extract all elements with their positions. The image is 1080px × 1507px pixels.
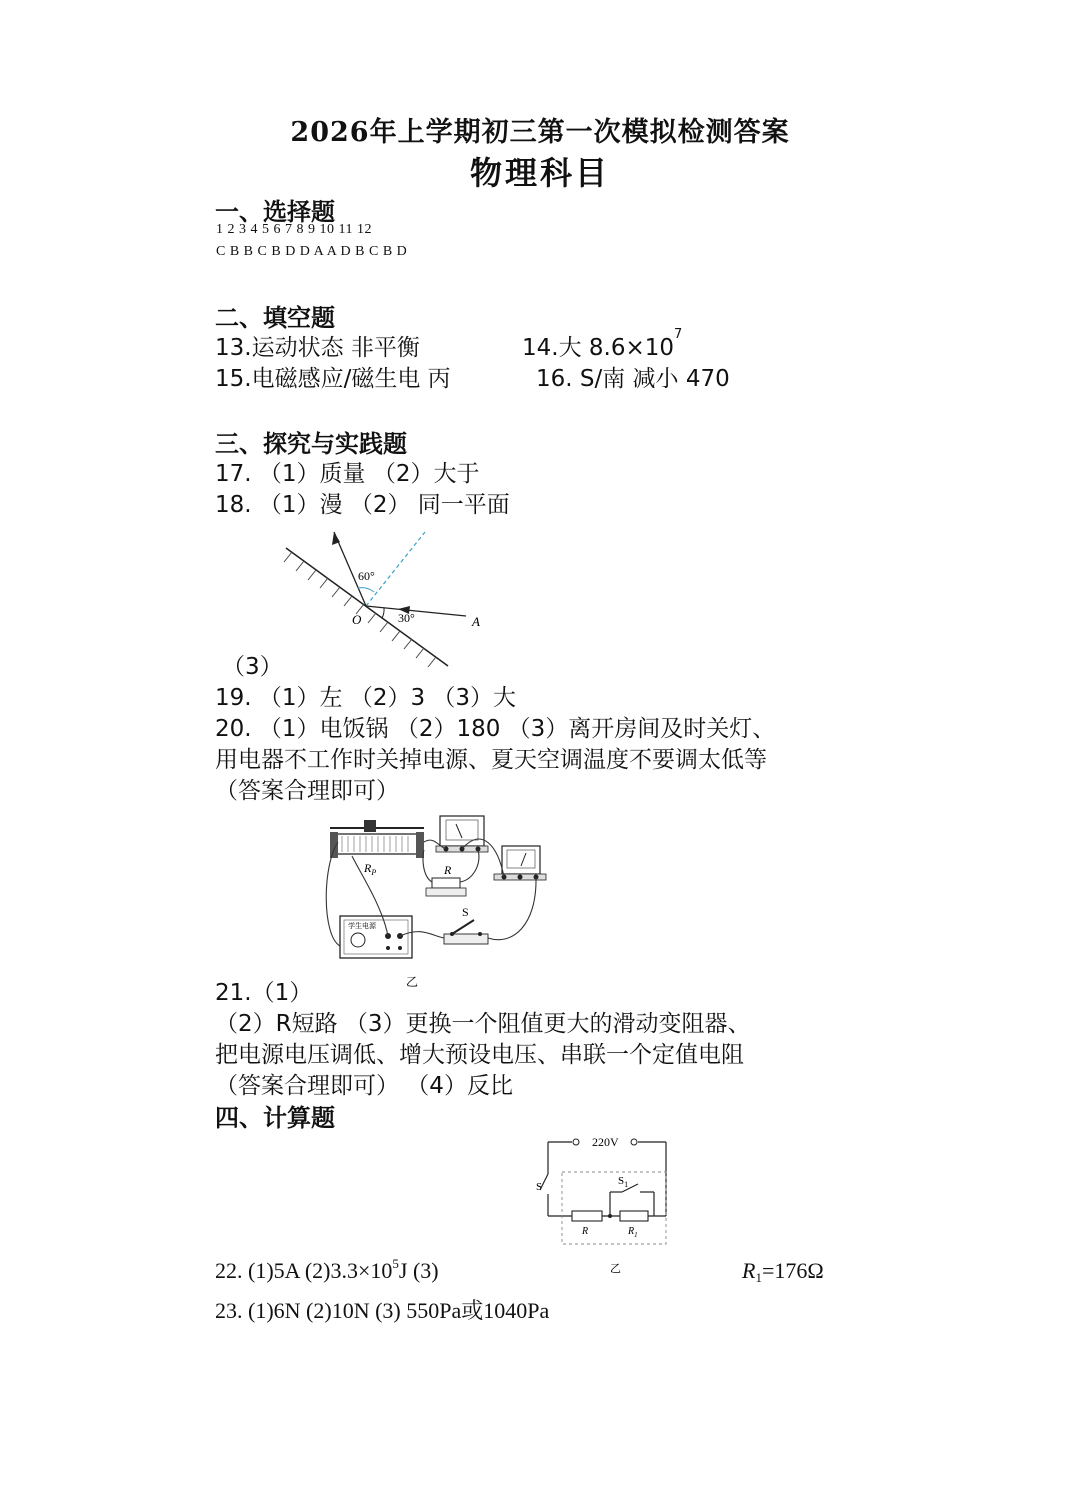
power-supply-label: 学生电源: [348, 922, 376, 930]
answer-q19: 19. （1）左 （2）3 （3）大: [215, 685, 517, 711]
circuit-schematic: [530, 1132, 680, 1280]
answer-q18-part3: （3）: [222, 654, 283, 680]
figure22-caption: 乙: [610, 1263, 621, 1275]
answer-q22-exponent: 5: [392, 1256, 399, 1271]
mcq-numbers: 1 2 3 4 5 6 7 8 9 10 11 12: [216, 222, 372, 237]
answer-q23: 23. (1)6N (2)10N (3) 550Pa或1040Pa: [215, 1298, 550, 1323]
answer-q22-r1-value: =176Ω: [761, 1258, 824, 1283]
figure21-caption: 乙: [406, 975, 419, 989]
resistor-r: [572, 1211, 602, 1221]
resistor-r-label: R: [582, 1226, 589, 1237]
voltage-label: 220V: [592, 1135, 619, 1149]
switch-s1-label: $S_1$: [618, 1175, 629, 1189]
switch-s-label: S: [536, 1181, 543, 1193]
schematic-wires: [540, 1142, 666, 1216]
answer-q21-line4: （答案合理即可） （4）反比: [215, 1073, 513, 1099]
point-o-label: O: [352, 612, 362, 627]
ammeter: [436, 816, 488, 852]
answer-q20-line3: （答案合理即可）: [215, 778, 399, 804]
rheostat-label: $R_P$: [364, 861, 377, 877]
page-title: 2026年上学期初三第一次模拟检测答案: [290, 117, 790, 148]
section4-heading: 四、计算题: [215, 1104, 335, 1132]
point-a-label: A: [472, 614, 480, 629]
answer-q22-r1: [742, 1258, 824, 1284]
dashed-enclosure: [562, 1172, 666, 1244]
section1-heading: 一、选择题: [215, 198, 335, 226]
reflection-diagram: [270, 528, 500, 673]
voltmeter: [494, 846, 546, 880]
subject-title: 物理科目: [469, 154, 610, 192]
answer-q17: 17. （1）质量 （2）大于: [215, 461, 480, 487]
answer-q22: [215, 1258, 439, 1284]
answer-q21-part1: 21.（1）: [215, 980, 313, 1006]
switch: [444, 920, 488, 944]
resistor-r1-label: $R_1$: [628, 1226, 638, 1239]
answer-q14: [522, 329, 682, 362]
answer-q21-line2: （2）R短路 （3）更换一个阻值更大的滑动变阻器、: [215, 1011, 751, 1037]
terminal-left: [573, 1139, 579, 1145]
answer-q14-base: 14.大 8.6×10: [522, 335, 675, 361]
answer-q22-r1-symbol: R: [742, 1258, 756, 1283]
normal-line: [366, 532, 425, 606]
answer-q21-line3: 把电源电压调低、增大预设电压、串联一个定值电阻: [215, 1042, 744, 1068]
answer-q16: 16. S/南 减小 470: [536, 366, 730, 392]
junction-node: [608, 1214, 612, 1218]
resistor-r1: [620, 1211, 648, 1221]
answer-q13: 13.运动状态 非平衡: [215, 335, 420, 361]
answer-q18: 18. （1）漫 （2） 同一平面: [215, 492, 510, 518]
angle-60-label: 60°: [358, 569, 375, 583]
angle-arc-bottom: [382, 608, 384, 618]
answer-q22-r1-subscript: 1: [755, 1270, 762, 1285]
answer-q22-part1: 22. (1)5A (2)3.3×10: [215, 1258, 393, 1283]
angle-30-label: 30°: [398, 611, 415, 625]
circuit-apparatus-diagram: [322, 806, 552, 992]
section2-heading: 二、填空题: [215, 304, 335, 332]
resistor-label: R: [444, 863, 452, 877]
answer-q14-exponent: 7: [674, 327, 683, 342]
answer-q15: 15.电磁感应/磁生电 丙: [215, 366, 451, 392]
answer-q20-line2: 用电器不工作时关掉电源、夏天空调温度不要调太低等: [215, 747, 767, 773]
answer-q20-line1: 20. （1）电饭锅 （2）180 （3）离开房间及时关灯、: [215, 716, 776, 742]
rheostat: [330, 820, 424, 858]
terminal-right: [631, 1139, 637, 1145]
answer-q22-part2: J (3): [398, 1258, 439, 1283]
mcq-answers: C B B C B D D A A D B C B D: [216, 244, 408, 259]
switch-label: S: [462, 905, 469, 919]
angle-arc-top: [358, 588, 374, 592]
section3-heading: 三、探究与实践题: [215, 430, 407, 458]
resistor: [426, 878, 466, 896]
incident-ray: [366, 606, 466, 616]
